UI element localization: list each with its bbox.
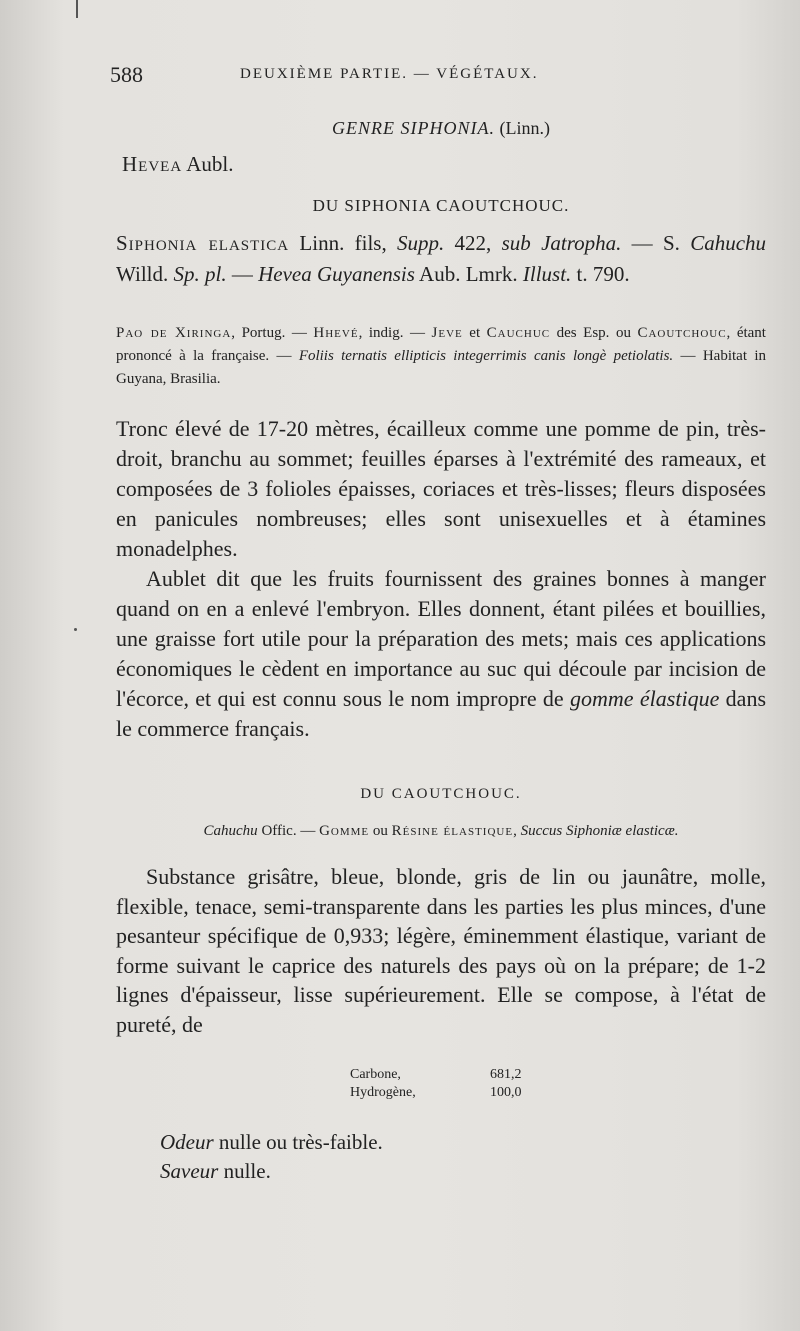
- page-number: 588: [110, 62, 143, 87]
- genus-synonym-name: Hevea: [122, 152, 183, 176]
- product-description: [116, 862, 766, 1039]
- product-paragraph: Substance grisâtre, bleue, blonde, gris de lin ou jaunâtre, molle, flexible, tenace, semi-transparente dans les parties les plus minces, d'une pesanteur spécifique de 0,933; légère, éminemment élastique, variant de forme suivant le caprice des naturels des pays où on la prépare; de 1-2 lignes d'épaisseur, lisse supérieurement. Elle se compose, à l'état de pureté, de: [116, 864, 766, 1037]
- product-title: DU CAOUTCHOUC.: [360, 786, 522, 802]
- species-synonymy: Siphonia elastica Linn. fils, Supp. 422, sub Jatropha. — S. Cahuchu Willd. Sp. pl. — Hevea Guyanensis Aub. Lmrk. Illust. t. 790.: [116, 231, 767, 286]
- product-synonymy: Cahuchu Offic. — Gomme ou Résine élastique, Succus Siphoniæ elasticæ.: [203, 823, 679, 839]
- genus-title: GENRE SIPHONIA.: [332, 118, 495, 138]
- species-description: [116, 414, 766, 744]
- scan-edge-mark: [76, 0, 78, 18]
- margin-speck: [74, 628, 77, 631]
- composition-element: Carbone,: [350, 1067, 401, 1082]
- genus-authority: (Linn.): [499, 118, 550, 138]
- composition-value: 100,0: [490, 1085, 522, 1100]
- vernacular-names: Pao de Xiringa, Portug. — Hhevé, indig. — Jeve et Cauchuc des Esp. ou Caoutchouc, étant prononcé à la française. — Foliis ternatis ellipticis integerrimis canis longè petiolatis. — Habitat in Guyana, Brasilia.: [116, 325, 766, 387]
- genus-heading: [116, 118, 766, 139]
- species-title: DU SIPHONIA CAOUTCHOUC.: [312, 196, 570, 215]
- composition-element: Hydrogène,: [350, 1085, 416, 1100]
- saveur-line: Saveur nulle.: [160, 1159, 271, 1183]
- composition-table: [350, 1066, 522, 1102]
- running-head: [110, 62, 760, 90]
- odeur-line: Odeur nulle ou très-faible.: [160, 1130, 383, 1154]
- description-paragraph: Aublet dit que les fruits fournissent des graines bonnes à manger quand on en a enlevé l'embryon. Elles donnent, étant pilées et bouillies, une graisse fort utile pour la préparation des mets; mais ces applications économiques le cèdent en importance au suc qui découle par incision de l'écorce, et qui est connu sous le nom impropre de gomme élastique dans le commerce français.: [116, 566, 767, 741]
- genus-synonym: [122, 152, 772, 177]
- description-paragraph: Tronc élevé de 17-20 mètres, écailleux comme une pomme de pin, très-droit, branchu au sommet; feuilles éparses à l'extrémité des rameaux, et composées de 3 folioles épaisses, coriaces et très-lisses; fleurs disposées en panicules nombreuses; elles sont unisexuelles et à étamines monadelphes.: [116, 416, 766, 561]
- table-row: [350, 1066, 522, 1084]
- genus-synonym-author: Aubl.: [186, 152, 234, 176]
- product-properties: [160, 1128, 800, 1186]
- composition-value: 681,2: [490, 1067, 522, 1082]
- running-head-title: DEUXIÈME PARTIE. — VÉGÉTAUX.: [240, 66, 539, 82]
- table-row: [350, 1084, 522, 1102]
